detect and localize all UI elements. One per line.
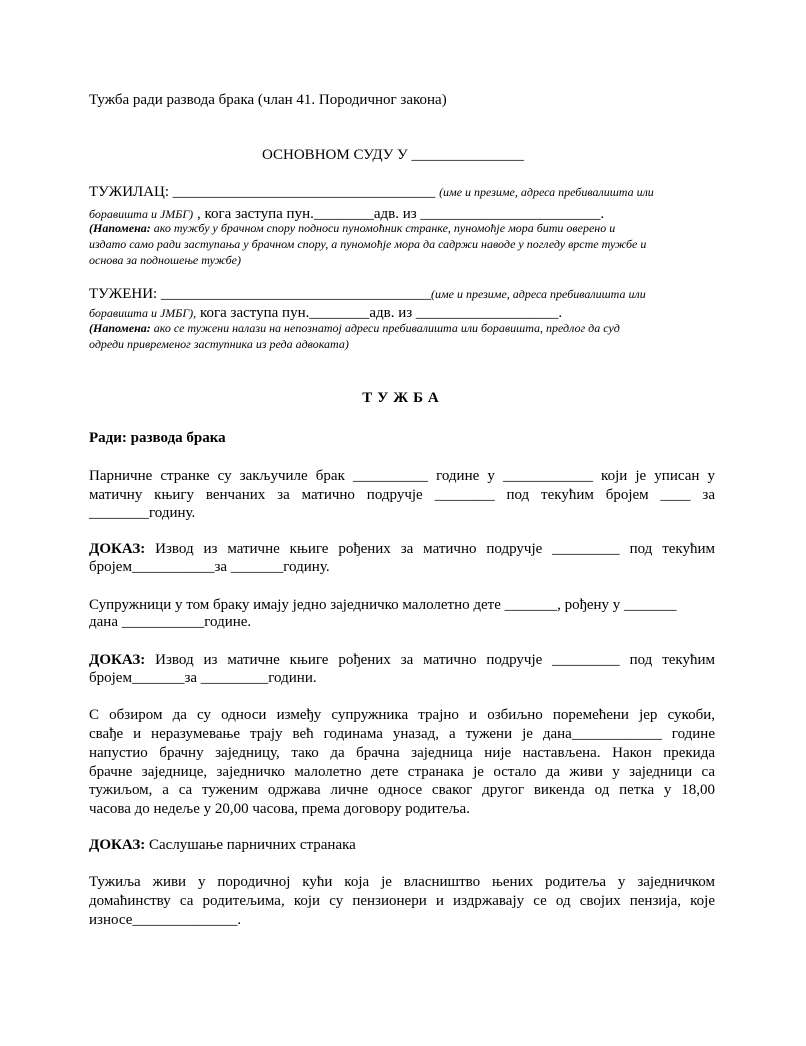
proof2-line-2: бројем_______за _________години. <box>89 670 317 686</box>
defendant-field-note-cont: боравишта и ЈМБГ), <box>89 306 197 320</box>
para4-line-2: домаћинству са родитељима, који су пензионери и издржавају се од својих пензија, које <box>89 893 715 909</box>
proof3-label: ДОКАЗ: <box>89 837 146 853</box>
para4-line-1: Тужиља живи у породичној кући која је власништво њених родитеља у заједничком <box>89 874 715 890</box>
plaintiff-note-line-2: издато само ради заступања у брачном спору, а пуномоћје мора да садржи наводе у погледу врсте тужбе и <box>89 237 647 251</box>
proof1-line-1 <box>89 540 715 559</box>
para3-line-5: тужиљом, а са туженим одржава личне односе сваког другог викенда од петка у 18,00 <box>89 782 715 798</box>
para3-line-3: напустио брачну заједницу, тако да брачна заједница није настављена. Након прекида <box>89 745 715 761</box>
defendant-note-text: ако се тужени налази на непознатој адреси пребивалишта или боравишта, предлог да суд <box>150 321 620 335</box>
para3-line-4: брачне заједнице, заједничко малолетно дете странака је остало да живи у заједници са <box>89 764 715 780</box>
para3-line-6: часова до недеље у 20,00 часова, према договору родитеља. <box>89 801 470 817</box>
plaintiff-label: ТУЖИЛАЦ: ___________________________________ <box>89 184 436 200</box>
plaintiff-note-text: ако тужбу у брачном спору подноси пуномоћник странке, пуномоћје мора бити оверено и <box>150 221 616 235</box>
proof2-line-1 <box>89 651 715 670</box>
court-line: ОСНОВНОМ СУДУ У _______________ <box>262 147 525 163</box>
para2-line-1: Супружници у том браку имају једно заједничко малолетно дете _______, рођену у _______ <box>89 597 677 613</box>
plaintiff-note-label: (Напомена: <box>89 221 151 235</box>
defendant-note-line-2: одреди привременог заступника из реда адвоката) <box>89 337 349 351</box>
document-header: Тужба ради развода брака (члан 41. Породичног закона) <box>89 92 447 108</box>
plaintiff-note-line-3: основа за подношење тужбе) <box>89 253 241 267</box>
para4-line-3: износе______________. <box>89 912 242 928</box>
para2-line-2: дана ___________године. <box>89 614 252 630</box>
defendant-note <box>89 320 620 336</box>
plaintiff-field-note-cont: боравишта и ЈМБГ) <box>89 207 194 221</box>
para3-line-2: свађе и неразумевање трају већ годинама уназад, а тужени је дана____________ године <box>89 726 715 742</box>
defendant-note-label: (Напомена: <box>89 321 151 335</box>
defendant-label: ТУЖЕНИ: ____________________________________ <box>89 286 431 302</box>
para1-line-2: матичну књигу венчаних за матично подручје ________ под текућим бројем ____ за <box>89 487 715 503</box>
proof1-label: ДОКАЗ: <box>89 541 146 557</box>
proof1-line-2: бројем___________за _______годину. <box>89 559 330 575</box>
defendant-representation: кога заступа пун.________адв. из ___________________. <box>196 305 563 321</box>
defendant-line <box>89 285 646 304</box>
plaintiff-line <box>89 183 654 202</box>
proof2-text: Извод из матичне књиге рођених за матично подручје _________ под текућим <box>145 652 715 668</box>
document-title: ТУЖБА <box>362 390 444 406</box>
para1-line-1: Парничне странке су закључиле брак __________ године у ____________ који је уписан у <box>89 468 715 484</box>
proof3-text: Саслушање парничних странака <box>145 837 356 853</box>
plaintiff-note <box>89 220 615 236</box>
proof2-label: ДОКАЗ: <box>89 652 146 668</box>
defendant-field-note: (име и презиме, адреса пребивалишта или <box>430 287 646 301</box>
proof3-line <box>89 836 356 855</box>
plaintiff-field-note: (име и презиме, адреса пребивалишта или <box>439 185 654 199</box>
subject-line: Ради: развода брака <box>89 430 226 446</box>
proof1-text: Извод из матичне књиге рођених за матично подручје _________ под текућим <box>145 541 715 557</box>
plaintiff-representation: , кога заступа пун.________адв. из ________________________. <box>193 206 605 222</box>
para1-line-3: ________годину. <box>89 505 196 521</box>
para3-line-1: С обзиром да су односи између супружника трајно и озбиљно поремећени јер сукоби, <box>89 707 715 723</box>
